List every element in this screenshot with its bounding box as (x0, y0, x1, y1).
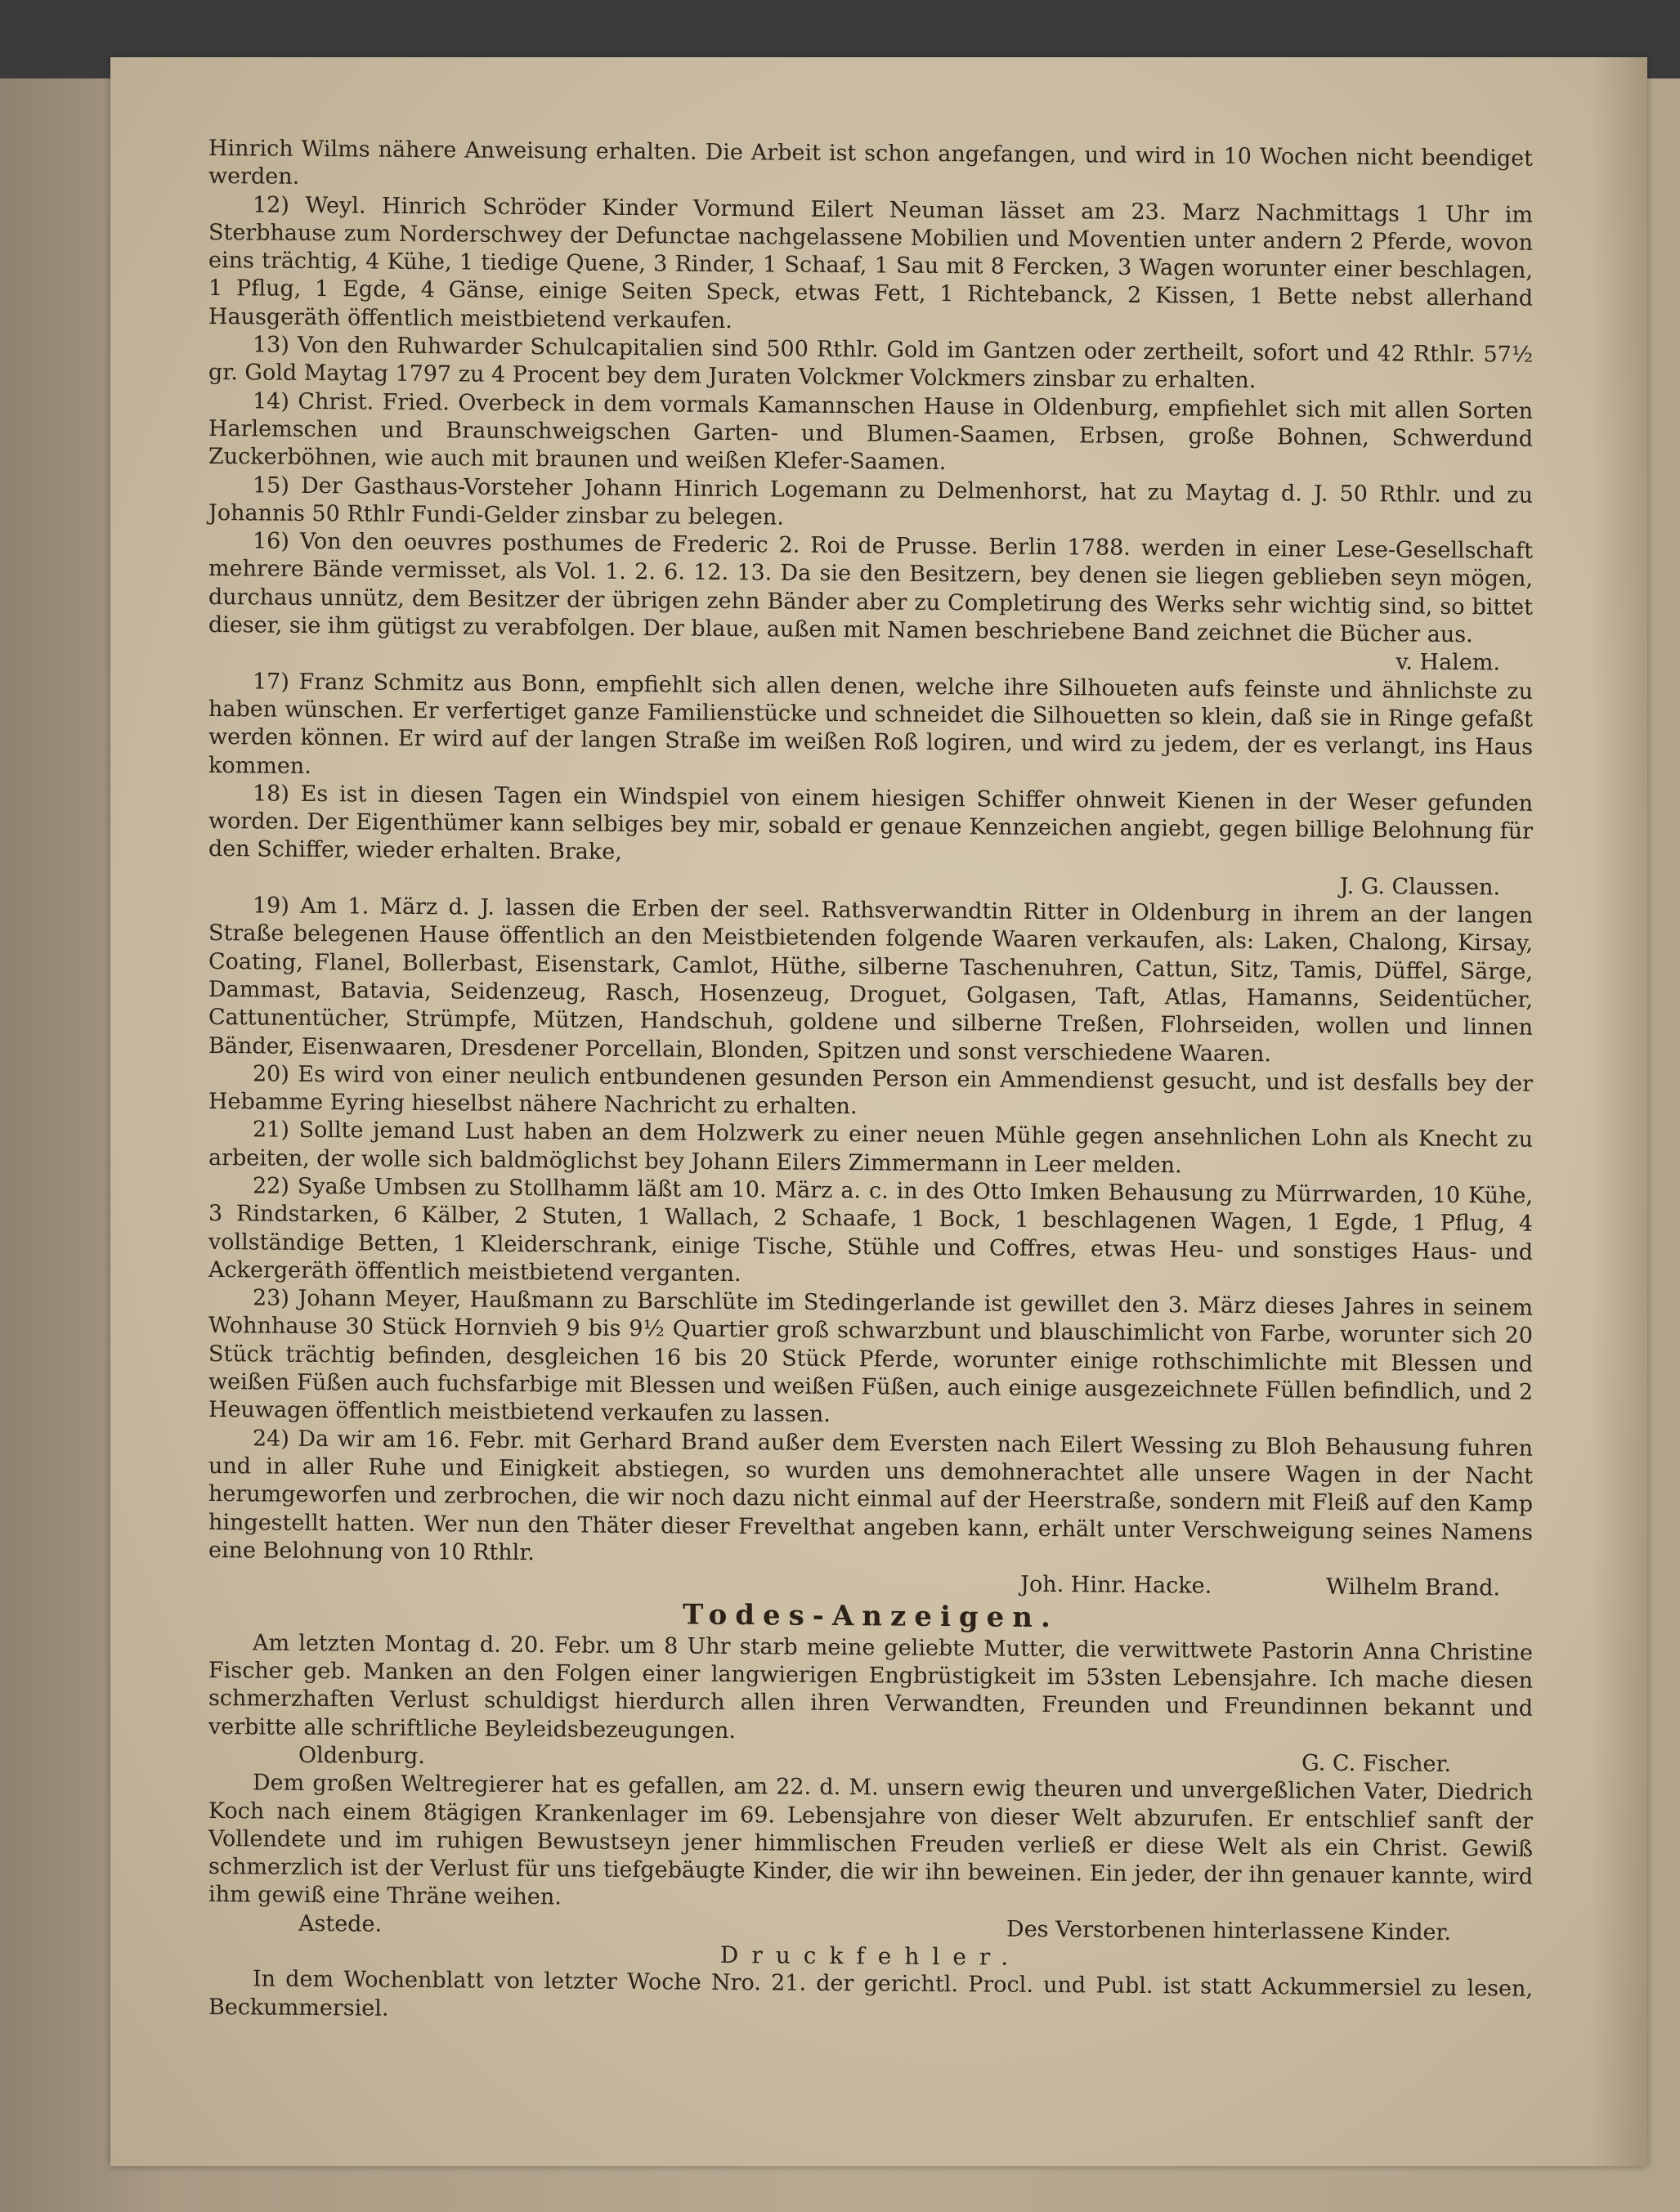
entry-21: 21) Sollte jemand Lust haben an dem Holzwerk zu einer neuen Mühle gegen ansehnlichen Lohn als Knecht zu arbeiten, der wolle sich baldmöglichst bey Johann Eilers Zimmermann in Leer melden. (208, 1117, 1533, 1179)
errata-heading: Druckfehler. (719, 1941, 1022, 1971)
entry-continuation: Hinrich Wilms nähere Anweisung erhalten. Die Arbeit ist schon angefangen, und wird in 10 Wochen nicht beendiget werden. (208, 136, 1533, 190)
errata-text: In dem Wochenblatt von letzter Woche Nro. 21. der gerichtl. Procl. und Publ. ist statt Ackummersiel zu lesen, Beckummersiel. (208, 1966, 1533, 2022)
death-notices-heading: Todes-Anzeigen. (683, 1598, 1059, 1635)
entry-17: 17) Franz Schmitz aus Bonn, empfiehlt sich allen denen, welche ihre Silhoueten aufs feinste und ähnlichste zu haben wünschen. Er verfertiget ganze Familienstücke und schneidet die Silhouetten so klein, daß sie in Ringe gefaßt werden können. Er wird auf der langen Straße im weißen Roß logiren, und wird zu jedem, der es verlangt, ins Haus kommen. (208, 669, 1533, 779)
newspaper-page (110, 57, 1647, 2166)
entry-18: 18) Es ist in diesen Tagen ein Windspiel von einem hiesigen Schiffer ohnweit Kienen in der Weser gefunden worden. Der Eigenthümer kann selbiges bey mir, sobald er genaue Kennzeichen angiebt, gegen billige Belohnung für den Schiffer, wieder erhalten. Brake, (208, 781, 1533, 866)
entry-24-signature-hacke: Joh. Hinr. Hacke. (1020, 1571, 1212, 1599)
entry-24: 24) Da wir am 16. Febr. mit Gerhard Brand außer dem Eversten nach Eilert Wessing zu Bloh Behausung fuhren und in aller Ruhe und Einigkeit abstiegen, so wurden uns demohnerachtet alle unsere Wagen in der Nacht herumgeworfen und zerbrochen, die wir noch dazu nicht einmal auf der Heerstraße, sondern mit Fleiß auf den Kamp hingestellt hatten. Wer nun den Thäter dieser Frevelthat angeben kann, erhält unter Verschweigung seines Namens eine Belohnung von 10 Rthlr. (208, 1426, 1533, 1565)
entry-23: 23) Johann Meyer, Haußmann zu Barschlüte im Stedingerlande ist gewillet den 3. März dieses Jahres in seinem Wohnhause 30 Stück Hornvieh 9 bis 9½ Quartier groß schwarzbunt und blauschimlicht von Farbe, worunter sich 20 Stück trächtig befinden, desgleichen 16 bis 20 Stück Pferde, worunter einige rothschimlichte mit Blessen und weißen Füßen auch fuchsfarbige mit Blessen und weißen Füßen, auch einige ausgezeichnete Füllen befindlich, und 2 Heuwagen öffentlich meistbietend verkaufen zu lassen. (208, 1285, 1533, 1428)
entry-18-signature: J. G. Claussen. (1339, 873, 1500, 901)
entry-24-signature-brand: Wilhelm Brand. (1326, 1574, 1500, 1601)
page-text (208, 135, 1533, 2032)
page-fold-shadow (1590, 57, 1647, 2166)
death-notice-koch-place: Astede. (298, 1910, 383, 1937)
death-notice-koch-signature: Des Verstorbenen hinterlassene Kinder. (1006, 1916, 1451, 1946)
entry-14: 14) Christ. Fried. Overbeck in dem vormals Kamannschen Hause in Oldenburg, empfiehlet sich mit allen Sorten Harlemschen und Braunschweigschen Garten- und Blumen-Saamen, Erbsen, große Bohnen, Schwerdund Zuckerböhnen, wie auch mit braunen und weißen Klefer-Saamen. (208, 388, 1533, 476)
entry-22: 22) Syaße Umbsen zu Stollhamm läßt am 10. März a. c. in des Otto Imken Behausung zu Mürrwarden, 10 Kühe, 3 Rindstarken, 6 Kälber, 2 Stuten, 1 Wallach, 2 Schaafe, 1 Bock, 1 beschlagenen Wagen, 1 Egde, 1 Pflug, 4 vollständige Betten, 1 Kleiderschrank, einige Tische, Stühle und Coffres, etwas Heu- und sonstiges Haus- und Ackergeräth öffentlich meistbietend verganten. (208, 1173, 1533, 1287)
death-notice-fischer: Am letzten Montag d. 20. Febr. um 8 Uhr starb meine geliebte Mutter, die verwittwete Pastorin Anna Christine Fischer geb. Manken an den Folgen einer langwierigen Engbrüstigkeit im 53sten Lebensjahre. Ich mache diesen schmerzhaften Verlust schuldigst hierdurch allen ihren Verwandten, Freunden und Freundinnen bekannt und verbitte alle schriftliche Beyleidsbezeugungen. (208, 1630, 1533, 1744)
entry-16: 16) Von den oeuvres posthumes de Frederic 2. Roi de Prusse. Berlin 1788. werden in einer Lese-Gesellschaft mehrere Bände vermisset, als Vol. 1. 2. 6. 12. 13. Da sie den Besitzern, bey denen sie liegen geblieben seyn mögen, durchaus unnütz, dem Besitzer der übrigen zehn Bänder aber zu Completirung des Werks sehr wichtig sind, so bittet dieser, sie ihm gütigst zu verabfolgen. Der blaue, außen mit Namen beschriebene Band zeichnet die Bücher aus. (208, 528, 1533, 648)
death-notice-fischer-place: Oldenburg. (298, 1742, 425, 1770)
entry-20: 20) Es wird von einer neulich entbundenen gesunden Person ein Ammendienst gesucht, und ist desfalls bey der Hebamme Eyring hieselbst nähere Nachricht zu erhalten. (208, 1061, 1533, 1120)
death-notice-fischer-signature: G. C. Fischer. (1301, 1750, 1451, 1777)
entry-16-signature: v. Halem. (1396, 649, 1500, 676)
entry-13: 13) Von den Ruhwarder Schulcapitalien sind 500 Rthlr. Gold im Gantzen oder zertheilt, sofort und 42 Rthlr. 57½ gr. Gold Maytag 1797 zu 4 Procent bey dem Juraten Volckmer Volckmers zinsbar zu erhalten. (208, 332, 1533, 394)
entry-19: 19) Am 1. März d. J. lassen die Erben der seel. Rathsverwandtin Ritter in Oldenburg in ihrem an der langen Straße belegenen Hause öffentlich an den Meistbietenden folgende Waaren verkaufen, als: Laken, Chalong, Kirsay, Coating, Flanel, Bollerbast, Eisenstark, Camlot, Hüthe, silberne Taschenuhren, Cattun, Sitz, Tamis, Düffel, Särge, Dammast, Batavia, Seidenzeug, Rasch, Hosenzeug, Droguet, Golgasen, Taft, Atlas, Hamanns, Seidentücher, Cattunentücher, Strümpfe, Mützen, Handschuh, goldene und silberne Treßen, Flohrseiden, wollen und linnen Bänder, Eisenwaaren, Dresdener Porcellain, Blonden, Spitzen und sonst verschiedene Waaren. (208, 893, 1533, 1067)
death-notice-koch: Dem großen Weltregierer hat es gefallen, am 22. d. M. unsern ewig theuren und unvergeßlichen Vater, Diedrich Koch nach einem 8tägigen Krankenlager im 69. Lebensjahre von dieser Welt abzurufen. Er entschlief sanft der Vollendete und im ruhigen Bewustseyn jener himmlischen Freuden verließ er diese Welt als ein Christ. Gewiß schmerzlich ist der Verlust für uns tiefgebäugte Kinder, die wir ihn beweinen. Ein jeder, der ihn genauer kannte, wird ihm gewiß eine Thräne weihen. (208, 1770, 1533, 1910)
entry-15: 15) Der Gasthaus-Vorsteher Johann Hinrich Logemann zu Delmenhorst, hat zu Maytag d. J. 50 Rthlr. und zu Johannis 50 Rthlr Fundi-Gelder zinsbar zu belegen. (208, 472, 1533, 531)
entry-12: 12) Weyl. Hinrich Schröder Kinder Vormund Eilert Neuman lässet am 23. Marz Nachmittags 1 Uhr im Sterbhause zum Norderschwey der Defunctae nachgelassene Mobilien und Moventien unter andern 2 Pferde, wovon eins trächtig, 4 Kühe, 1 tiedige Quene, 3 Rinder, 1 Schaaf, 1 Sau mit 8 Fercken, 3 Wagen worunter einer beschlagen, 1 Pflug, 1 Egde, 4 Gänse, einige Seiten Speck, etwas Fett, 1 Richtebanck, 2 Kissen, 1 Bette nebst allerhand Hausgeräth öffentlich meistbietend verkaufen. (208, 192, 1533, 334)
